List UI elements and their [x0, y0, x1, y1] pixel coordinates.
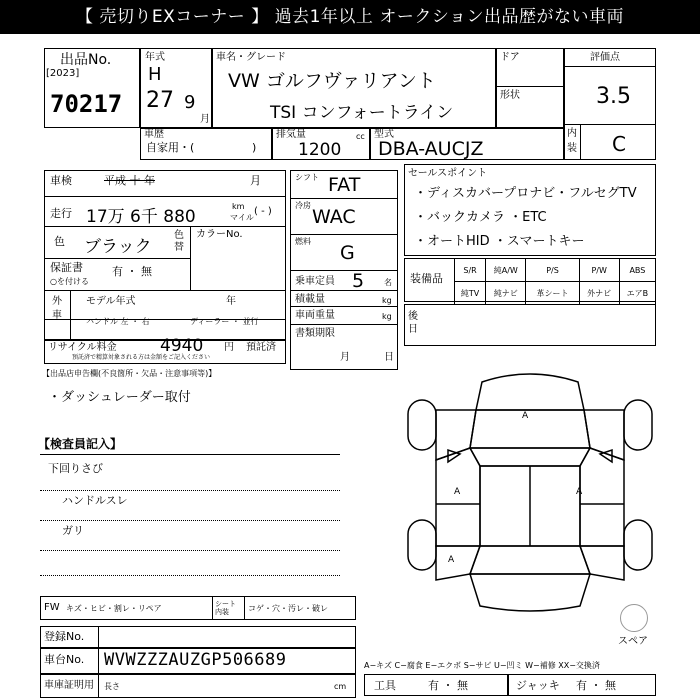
fw-label: FW [44, 602, 60, 613]
sales-item: ・オートHID ・スマートキー [414, 234, 585, 249]
exterior-label1: 外 [52, 296, 62, 307]
registration-box [40, 626, 356, 648]
sales-item: ・ディスカバープロナビ・フルセグTV [414, 186, 637, 201]
equipment-cell: 外ナビ [579, 282, 619, 305]
load-label: 積載量 [295, 294, 325, 305]
type-label: 型式 [374, 129, 394, 140]
type-value: DBA-AUCJZ [378, 138, 484, 160]
chassis-value: WVWZZZAUZGP506689 [104, 650, 287, 670]
tools-label: 工具 [374, 679, 396, 692]
jack-label: ジャッキ [516, 679, 560, 692]
weight-unit: kg [382, 312, 392, 321]
spare-label: スペア [618, 636, 648, 647]
year-label: 年式 [145, 52, 165, 63]
interior-value: C [612, 132, 626, 156]
lot-number: 70217 [50, 90, 123, 118]
exterior-label2: 車 [52, 310, 62, 321]
model-grade: TSI コンフォートライン [270, 103, 454, 123]
model-label: 車名・グレード [216, 52, 286, 63]
inspection-label: 車検 [50, 174, 72, 187]
fw-text: キズ・ヒビ・割レ・リペア [66, 604, 162, 613]
ac-value: WAC [312, 206, 356, 228]
cert-size: 長さ [104, 682, 120, 691]
damage-legend: A−キズ C−腐食 E−エクボ S−サビ U−凹ミ W−補修 XX−交換済 [364, 661, 600, 670]
damage-mark: A [454, 487, 461, 497]
registration-label: 登録No. [44, 630, 85, 643]
model-year-unit: 年 [226, 296, 236, 307]
fuel-value: G [340, 242, 355, 264]
damage-mark: A [522, 411, 529, 421]
shift-value: FAT [328, 174, 361, 196]
capacity-label: 乗車定員 [295, 276, 335, 287]
expiry-day: 日 [384, 352, 394, 363]
cert-label: 車庫証明用 [44, 680, 94, 691]
door-label: ドア [500, 52, 520, 63]
displacement-unit: cc [356, 132, 365, 141]
chassis-label: 車台No. [44, 653, 85, 666]
year-era: H [148, 64, 162, 85]
equipment-cell: P/S [526, 259, 579, 282]
equipment-cell: P/W [579, 259, 619, 282]
handle-options: ハンドル 左 ・ 右 [86, 317, 150, 326]
inspector-line: ハンドルスレ [62, 494, 128, 507]
equipment-cell: 純A/W [486, 259, 526, 282]
displacement-label: 排気量 [276, 129, 306, 140]
car-damage-diagram [400, 370, 660, 620]
recycle-note: 預託済で精算対象される方は金額をご記入ください [72, 354, 211, 361]
header-banner: 【 売切りEXコーナー 】 過去1年以上 オークション出品歴がない車両 [0, 0, 700, 34]
expiry-label: 書類期限 [295, 328, 335, 339]
shape-label: 形状 [500, 90, 520, 101]
mileage-value: 17万 6千 880 [86, 207, 196, 227]
year-value: 27 [146, 88, 174, 113]
usage-close: ) [252, 141, 257, 154]
color-label: 色 [54, 235, 65, 248]
equipment-cell: 純TV [455, 282, 486, 305]
equipment-cell: 革シート [526, 282, 579, 305]
notes-text: ・ダッシュレーダー取付 [48, 390, 191, 405]
load-unit: kg [382, 296, 392, 305]
equipment-cell: S/R [455, 259, 486, 282]
model-year-label: モデル年式 [86, 296, 136, 307]
inspector-line: 下回りさび [48, 462, 103, 475]
capacity-value: 5 [352, 270, 365, 292]
inspection-value: 平成 十 年 [104, 174, 155, 187]
recycle-unit: 円 [224, 342, 234, 353]
color-change-label: 色替 [174, 230, 184, 253]
year-month: 9 [184, 92, 196, 113]
sales-label: セールスポイント [408, 168, 488, 179]
warranty-options: 有 ・ 無 [112, 265, 152, 278]
score-label: 評価点 [590, 52, 620, 63]
damage-mark: A [576, 487, 583, 497]
ac-label: 冷房 [295, 201, 311, 210]
interior-label: 内装 [567, 128, 577, 154]
mileage-paren: ( - ) [254, 206, 272, 217]
tools-options: 有 ・ 無 [428, 679, 468, 692]
inspection-month: 月 [250, 174, 261, 187]
score-value: 3.5 [596, 84, 631, 109]
expiry-month: 月 [340, 352, 350, 363]
cert-cm: cm [334, 682, 347, 691]
mileage-mile: マイル [230, 213, 254, 222]
exterior-box [44, 290, 286, 340]
dealer-options: ディーラー ・ 並行 [190, 317, 259, 326]
shift-label: シフト [295, 173, 319, 182]
rear-box [404, 304, 656, 346]
inspector-line: ガリ [62, 524, 84, 537]
fuel-label: 燃料 [295, 237, 311, 246]
warranty-sub: ○を付ける [50, 277, 89, 286]
inspector-header: 【検査員記入】 [38, 437, 123, 451]
capacity-unit: 名 [384, 278, 392, 287]
spare-icon [620, 604, 648, 632]
equipment-table [454, 258, 656, 305]
jack-options: 有 ・ 無 [576, 679, 616, 692]
recycle-deposit: 預託済 [246, 342, 276, 353]
notes-header: 【出品店申告欄(不良箇所・欠品・注意事項等)】 [42, 369, 217, 378]
model-name: VW ゴルフヴァリアント [228, 70, 436, 92]
sales-item: ・バックカメラ ・ETC [414, 210, 547, 225]
seat-label: シート内装 [215, 600, 236, 616]
usage-label: 車歴 [144, 129, 164, 140]
equipment-cell: 純ナビ [486, 282, 526, 305]
displacement-value: 1200 [298, 140, 342, 160]
equipment-cell: エアB [619, 282, 655, 305]
seat-text: コゲ・穴・汚レ・破レ [248, 604, 328, 613]
lot-label: 出品No. [60, 52, 112, 68]
color-value: ブラック [84, 237, 152, 257]
mileage-label: 走行 [50, 207, 72, 220]
color-code-label: カラーNo. [196, 229, 243, 240]
equipment-cell: ABS [619, 259, 655, 282]
weight-label: 車両重量 [295, 310, 335, 321]
mileage-km: km [232, 202, 245, 211]
recycle-value: 4940 [160, 336, 204, 356]
recycle-label: リサイクル料金 [48, 342, 117, 353]
equipment-label: 装備品 [410, 272, 443, 285]
rear-label: 後日 [408, 311, 418, 335]
usage-value: 自家用・( [146, 141, 195, 154]
damage-mark: A [448, 555, 455, 565]
warranty-label: 保証書 [50, 261, 83, 274]
lot-sub: [2023] [46, 68, 80, 79]
year-month-unit: 月 [200, 114, 210, 125]
